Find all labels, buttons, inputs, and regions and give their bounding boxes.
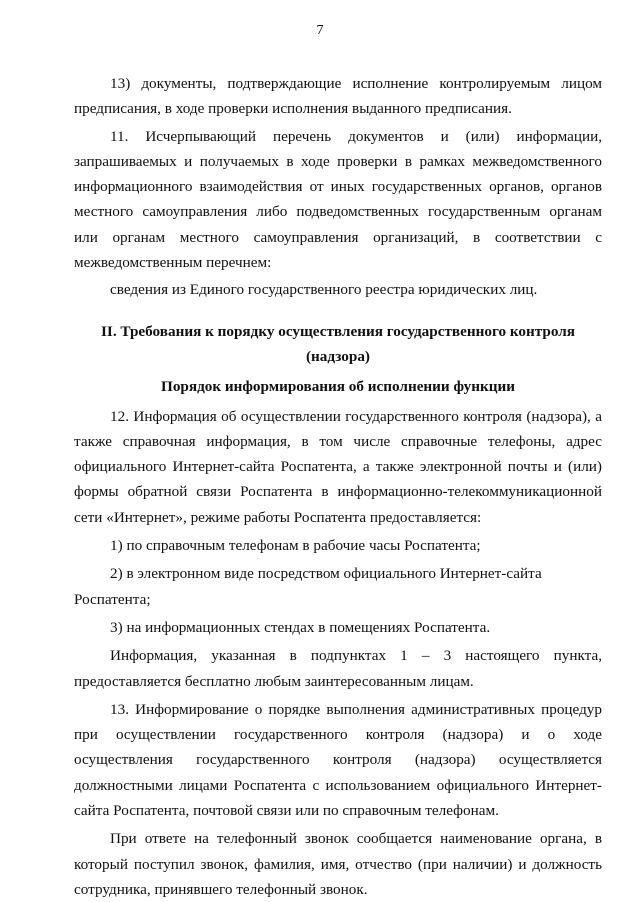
list-item-phones: 1) по справочным телефонам в рабочие часы Роспатента; [110, 537, 481, 555]
paragraph-13-informing-procedure: 13. Информирование о порядке выполнения административных процедур при осуществлении государственного контроля (надзора) и о ходе осуществления государственного контроля (надзора) осуществляется должностными лицами Роспатента с использованием официального Интернет-сайта Роспатента, почтовой связи или по справочным телефонам. [74, 700, 602, 820]
document-body [74, 71, 602, 902]
section-heading-requirements: II. Требования к порядку осуществления государственного контроля (надзора) [101, 322, 575, 365]
list-item-website: 2) в электронном виде посредством официального Интернет-сайта Роспатента; [74, 565, 542, 608]
subsection-heading-informing: Порядок информирования об исполнении функции [161, 378, 515, 396]
list-item-stands: 3) на информационных стендах в помещениях Роспатента. [110, 618, 491, 636]
page-number: 7 [316, 23, 324, 38]
paragraph-egrul-info: сведения из Единого государственного реестра юридических лиц. [110, 281, 538, 299]
paragraph-free-of-charge: Информация, указанная в подпунктах 1 – 3 настоящего пункта, предоставляется бесплатно любым заинтересованным лицам. [74, 647, 602, 690]
paragraph-phone-call: При ответе на телефонный звонок сообщается наименование органа, в который поступил звонок, фамилия, имя, отчество (при наличии) и должность сотрудника, принявшего телефонный звонок. [74, 830, 602, 898]
paragraph-item-13-documents: 13) документы, подтверждающие исполнение контролируемым лицом предписания, в ходе проверки исполнения выданного предписания. [74, 75, 602, 118]
paragraph-11-exhaustive-list: 11. Исчерпывающий перечень документов и (или) информации, запрашиваемых и получаемых в ходе проверки в рамках межведомственного информационного взаимодействия от иных государственных органов, органов местного самоуправления либо подведомственных государственным органам или органам местного самоуправления организаций, в соответствии с межведомственным перечнем: [74, 127, 602, 272]
paragraph-12-information: 12. Информация об осуществлении государственного контроля (надзора), а также справочная информация, в том числе справочные телефоны, адрес официального Интернет-сайта Роспатента, а также электронной почты и (или) формы обратной связи Роспатента в информационно-телекоммуникационной сети «Интернет», режиме работы Роспатента предоставляется: [74, 407, 602, 526]
